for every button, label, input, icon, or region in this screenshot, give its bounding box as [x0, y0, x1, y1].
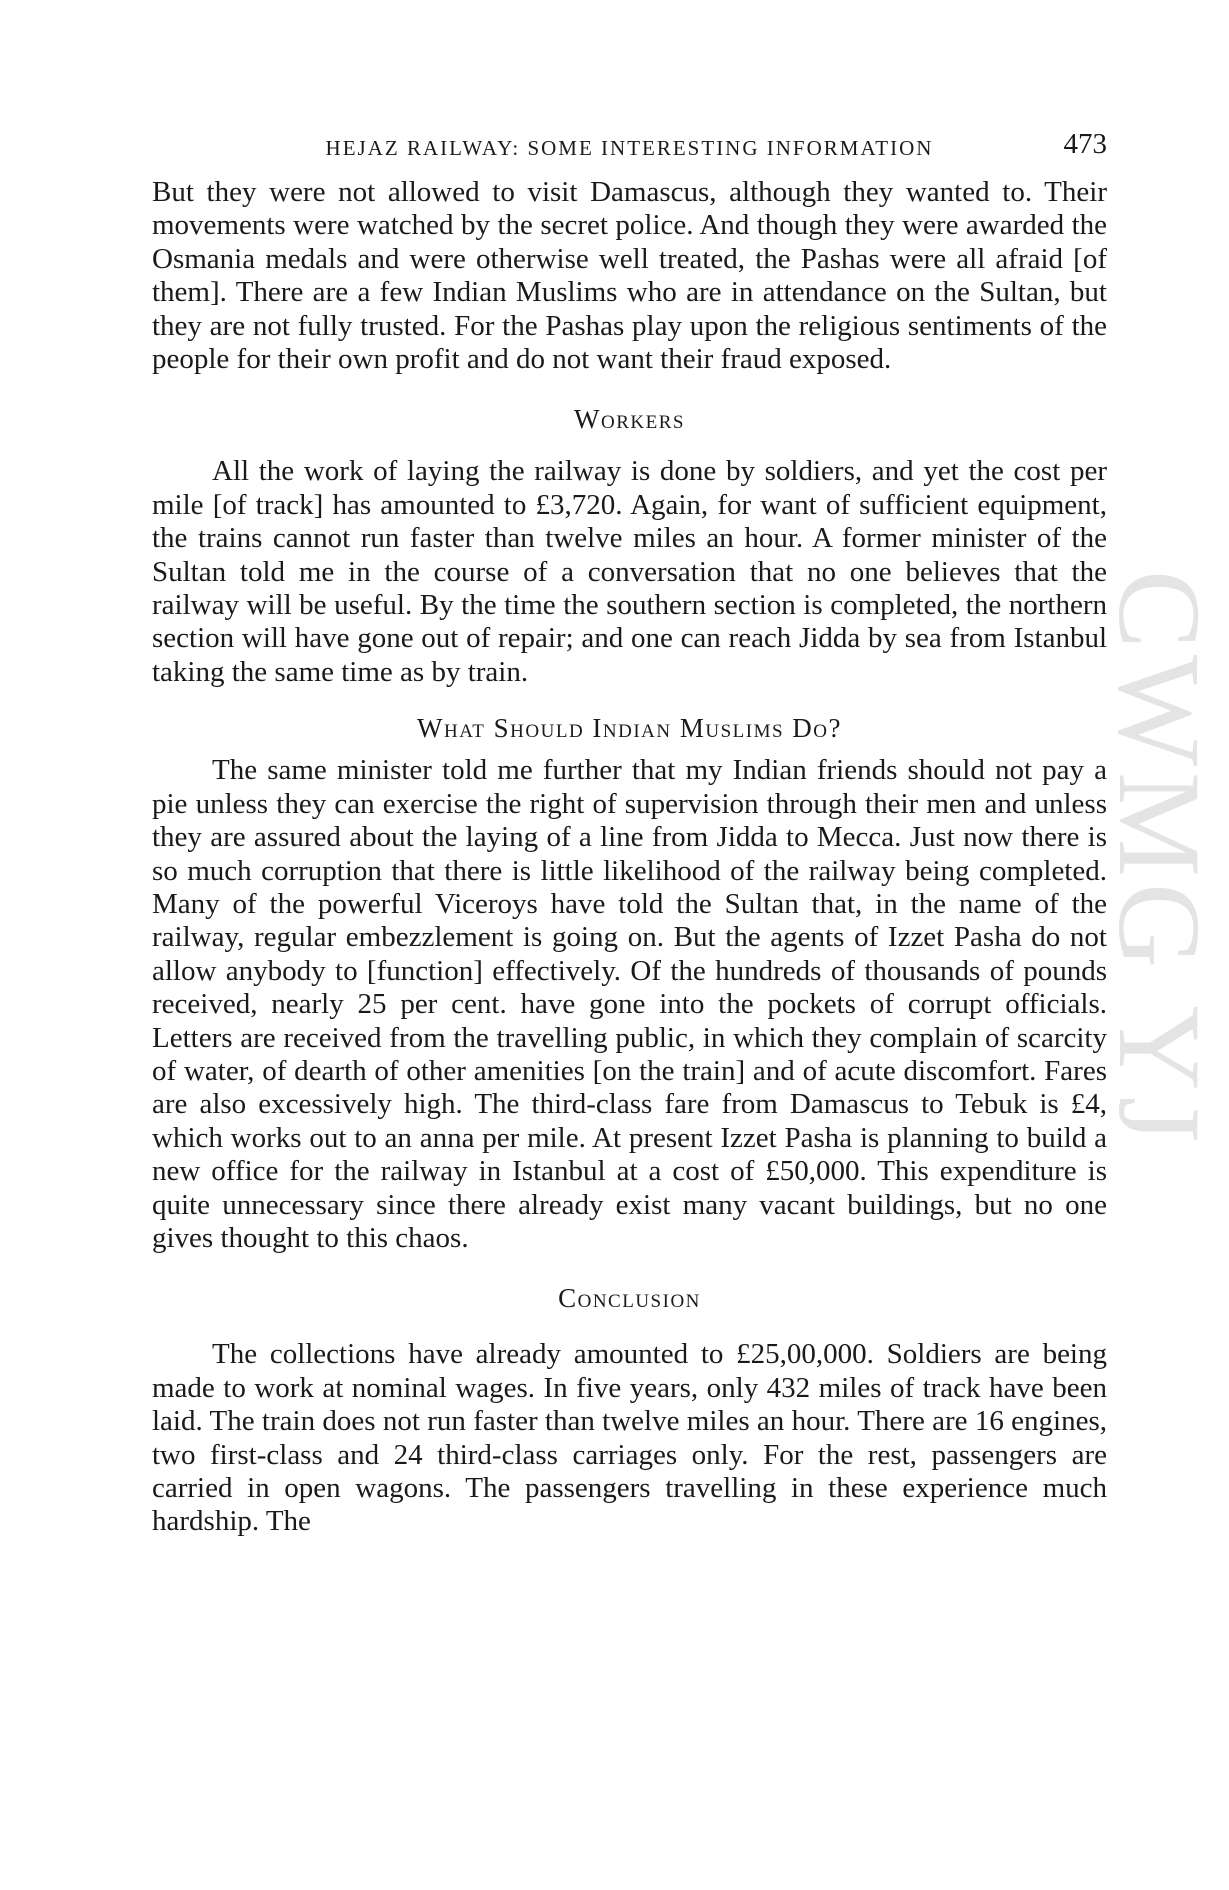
paragraph-what-should-indian-muslims-do: The same minister told me further that my Indian friends should not pay a pie unless they can exercise the right of supervision through their men and unless they are assured about the laying of a line from Jidda to Mecca. Just now there is so much corruption that there is little likelihood of the railway being completed. Many of the powerful Viceroys have told the Sultan that, in the name of the railway, regular embezzlement is going on. But the agents of Izzet Pasha do not allow anybody to [function] effectively. Of the hundreds of thousands of pounds received, nearly 25 per cent. have gone into the pockets of corrupt officials. Letters are received from the travelling public, in which they complain of scarcity of water, of dearth of other amenities [on the train] and of acute discomfort. Fares are also excessively high. The third-class fare from Damascus to Tebuk is £4, which works out to an anna per mile. At present Izzet Pasha is planning to build a new office for the railway in Istanbul at a cost of £50,000. This expenditure is quite unnecessary since there already exist many vacant buildings, but no one gives thought to this chaos.: [152, 754, 1107, 1254]
watermark: CWMG YJ: [1094, 570, 1225, 1149]
running-head: [152, 128, 1107, 168]
heading-conclusion: Conclusion: [558, 1283, 701, 1314]
paragraph-intro: But they were not allowed to visit Damascus, although they wanted to. Their movements were watched by the secret police. And though they were awarded the Osmania medals and were otherwise well treated, the Pashas were all afraid [of them]. There are a few Indian Muslims who are in attendance on the Sultan, but they are not fully trusted. For the Pashas play upon the religious sentiments of the people for their own profit and do not want their fraud exposed.: [152, 176, 1107, 376]
paragraph-workers: All the work of laying the railway is done by soldiers, and yet the cost per mile [of track] has amounted to £3,720. Again, for want of sufficient equipment, the trains cannot run faster than twelve miles an hour. A former minister of the Sultan told me in the course of a conversation that no one believes that the railway will be useful. By the time the southern section is completed, the northern section will have gone out of repair; and one can reach Jidda by sea from Istanbul taking the same time as by train.: [152, 455, 1107, 688]
heading-what-should-indian-muslims-do: What Should Indian Muslims Do?: [416, 713, 843, 744]
paragraph-conclusion: The collections have already amounted to £25,00,000. Soldiers are being made to work at nominal wages. In five years, only 432 miles of track have been laid. The train does not run faster than twelve miles an hour. There are 16 engines, two first-class and 24 third-class carriages only. For the rest, passengers are carried in open wagons. The passengers travelling in these experience much hardship. The: [152, 1338, 1107, 1538]
running-title: HEJAZ RAILWAY: SOME INTERESTING INFORMATION: [325, 136, 934, 160]
page-number: 473: [1063, 128, 1107, 160]
heading-workers: Workers: [574, 404, 685, 435]
page-content: [152, 128, 1107, 1539]
